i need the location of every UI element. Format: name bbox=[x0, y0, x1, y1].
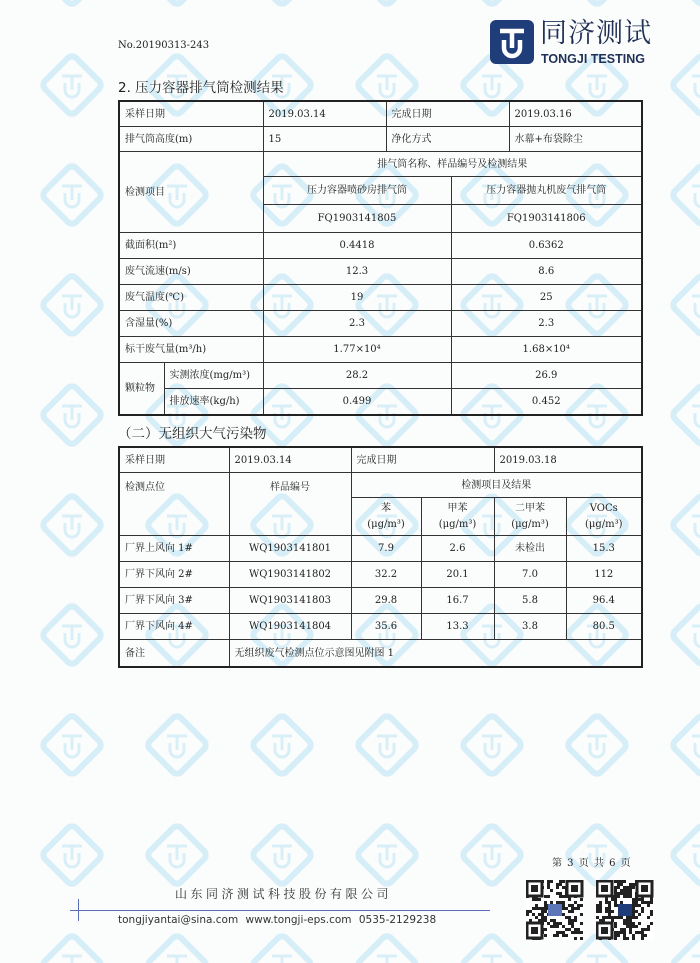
column-unit: (μg/m³) bbox=[511, 518, 549, 530]
logo-en-text: TONGJI TESTING bbox=[541, 52, 645, 66]
cell: 标干废气量(m³/h) bbox=[119, 337, 263, 363]
cell: 26.9 bbox=[451, 363, 642, 389]
cell: 112 bbox=[566, 562, 642, 588]
cell: 35.6 bbox=[351, 614, 421, 640]
fugitive-results-table bbox=[118, 446, 643, 668]
value: 2019.03.14 bbox=[229, 447, 351, 473]
stack-code: FQ1903141805 bbox=[263, 205, 451, 233]
cell: 颗粒物 bbox=[119, 363, 164, 416]
cell: 8.6 bbox=[451, 259, 642, 285]
column-unit: (μg/m³) bbox=[584, 518, 623, 530]
table-row bbox=[119, 473, 642, 498]
qr-code-icon bbox=[596, 880, 654, 940]
table-row bbox=[119, 389, 642, 416]
cell: 19 bbox=[263, 285, 451, 311]
stack-code: FQ1903141806 bbox=[451, 205, 642, 233]
table-row bbox=[119, 588, 642, 614]
column-header bbox=[351, 498, 421, 536]
company-name: 山东同济测试科技股份有限公司 bbox=[175, 887, 393, 901]
table-row bbox=[119, 640, 642, 668]
divider bbox=[70, 910, 490, 911]
label: 样品编号 bbox=[229, 473, 351, 536]
cell: WQ1903141801 bbox=[229, 536, 351, 562]
column-name: 二甲苯 bbox=[515, 502, 545, 514]
cell: 0.6362 bbox=[451, 233, 642, 259]
group-header: 排气筒名称、样品编号及检测结果 bbox=[263, 152, 642, 177]
cell: 厂界下风向 2# bbox=[119, 562, 229, 588]
cell: 3.8 bbox=[494, 614, 566, 640]
label: 采样日期 bbox=[119, 447, 229, 473]
label: 排气筒高度(m) bbox=[119, 127, 263, 152]
label: 检测项目 bbox=[119, 152, 263, 233]
cell: WQ1903141803 bbox=[229, 588, 351, 614]
table-row bbox=[119, 562, 642, 588]
label: 检测点位 bbox=[119, 473, 229, 536]
cell: 0.4418 bbox=[263, 233, 451, 259]
cell: 25 bbox=[451, 285, 642, 311]
cell: 0.499 bbox=[263, 389, 451, 416]
column-name: 苯 bbox=[381, 502, 391, 514]
document-number: No.20190313-243 bbox=[118, 40, 210, 51]
cell: 7.0 bbox=[494, 562, 566, 588]
contact-info: tongjiyantai@sina.com www.tongji-eps.com 0535-2129238 bbox=[118, 914, 437, 926]
value: 水幕+布袋除尘 bbox=[509, 127, 642, 152]
cell: 16.7 bbox=[421, 588, 494, 614]
cell: 厂界下风向 3# bbox=[119, 588, 229, 614]
cell: 截面积(m²) bbox=[119, 233, 263, 259]
table-row bbox=[119, 311, 642, 337]
label: 净化方式 bbox=[386, 127, 509, 152]
cell: 2.6 bbox=[421, 536, 494, 562]
cell: 96.4 bbox=[566, 588, 642, 614]
group-header: 检测项目及结果 bbox=[351, 473, 642, 498]
column-unit: (μg/m³) bbox=[438, 518, 477, 530]
stack-name: 压力容器抛丸机废气排气筒 bbox=[451, 177, 642, 205]
table-row bbox=[119, 127, 642, 152]
column-header bbox=[421, 498, 494, 536]
qr-code-icon bbox=[526, 880, 584, 940]
cell: 实测浓度(mg/m³) bbox=[164, 363, 263, 389]
column-header bbox=[566, 498, 642, 536]
column-name: 甲苯 bbox=[447, 502, 468, 514]
value: 2019.03.14 bbox=[263, 101, 386, 127]
cell: 29.8 bbox=[351, 588, 421, 614]
table-row bbox=[119, 285, 642, 311]
value: 2019.03.18 bbox=[494, 447, 642, 473]
cell: 12.3 bbox=[263, 259, 451, 285]
cell: 废气温度(℃) bbox=[119, 285, 263, 311]
stack-name: 压力容器喷砂房排气筒 bbox=[263, 177, 451, 205]
cell: 2.3 bbox=[263, 311, 451, 337]
cell: 厂界上风向 1# bbox=[119, 536, 229, 562]
table-row bbox=[119, 152, 642, 177]
value: 2019.03.16 bbox=[509, 101, 642, 127]
stack-results-table bbox=[118, 100, 643, 416]
table-row bbox=[119, 363, 642, 389]
cell: WQ1903141802 bbox=[229, 562, 351, 588]
cell: WQ1903141804 bbox=[229, 614, 351, 640]
cell: 20.1 bbox=[421, 562, 494, 588]
section2-title: （二）无组织大气污染物 bbox=[118, 426, 267, 442]
label: 采样日期 bbox=[119, 101, 263, 127]
table-row bbox=[119, 614, 642, 640]
table-row bbox=[119, 101, 642, 127]
table-row bbox=[119, 536, 642, 562]
cell: 32.2 bbox=[351, 562, 421, 588]
remark: 无组织废气检测点位示意图见附图 1 bbox=[229, 640, 642, 668]
table-row bbox=[119, 233, 642, 259]
cell: 7.9 bbox=[351, 536, 421, 562]
value: 15 bbox=[263, 127, 386, 152]
column-unit: (μg/m³) bbox=[367, 518, 405, 530]
cell: 2.3 bbox=[451, 311, 642, 337]
table-row bbox=[119, 447, 642, 473]
company-logo bbox=[490, 20, 660, 66]
cell: 1.77×10⁴ bbox=[263, 337, 451, 363]
cell: 1.68×10⁴ bbox=[451, 337, 642, 363]
cell: 含湿量(%) bbox=[119, 311, 263, 337]
page-number: 第 3 页 共 6 页 bbox=[552, 858, 632, 869]
cell: 厂界下风向 4# bbox=[119, 614, 229, 640]
cell: 废气流速(m/s) bbox=[119, 259, 263, 285]
label: 备注 bbox=[119, 640, 229, 668]
cell: 13.3 bbox=[421, 614, 494, 640]
label: 完成日期 bbox=[351, 447, 494, 473]
cell: 5.8 bbox=[494, 588, 566, 614]
table-row bbox=[119, 259, 642, 285]
label: 完成日期 bbox=[386, 101, 509, 127]
cell: 80.5 bbox=[566, 614, 642, 640]
column-name: VOCs bbox=[589, 502, 618, 514]
cell: 15.3 bbox=[566, 536, 642, 562]
logo-mark-icon bbox=[490, 20, 534, 64]
cell: 排放速率(kg/h) bbox=[164, 389, 263, 416]
cell: 未检出 bbox=[494, 536, 566, 562]
section1-title: 2. 压力容器排气筒检测结果 bbox=[118, 80, 284, 96]
column-header bbox=[494, 498, 566, 536]
logo-cn-text: 同济测试 bbox=[540, 18, 652, 49]
cell: 0.452 bbox=[451, 389, 642, 416]
table-row bbox=[119, 337, 642, 363]
cell: 28.2 bbox=[263, 363, 451, 389]
